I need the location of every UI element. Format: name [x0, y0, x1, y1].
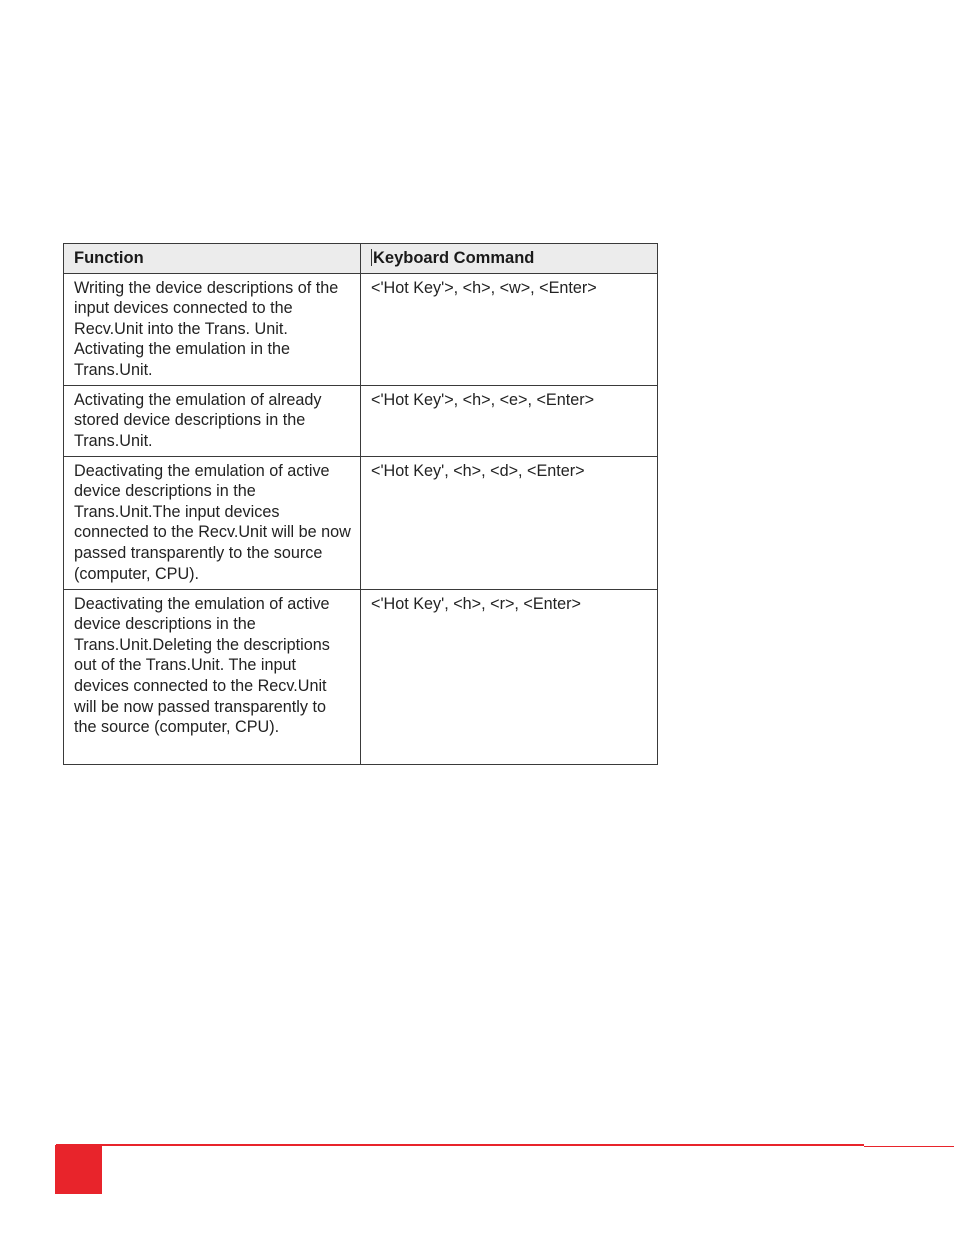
header-keyboard-command [361, 244, 658, 274]
function-cell: Deactivating the emulation of active device descriptions in the Trans.Unit.Deleting the descriptions out of the Trans.Unit. The input devices connected to the Recv.Unit will be now passed transparently to the source (computer, CPU). [64, 589, 361, 764]
table-header-row [64, 244, 658, 274]
function-cell: Deactivating the emulation of active device descriptions in the Trans.Unit.The input devices connected to the Recv.Unit will be now passed transparently to the source (computer, CPU). [64, 456, 361, 589]
table-row [64, 385, 658, 456]
table-row [64, 589, 658, 764]
table-row [64, 456, 658, 589]
command-cell: <'Hot Key', <h>, <r>, <Enter> [361, 589, 658, 764]
footer-brand-block [55, 1145, 102, 1194]
command-cell: <'Hot Key'>, <h>, <w>, <Enter> [361, 273, 658, 385]
header-keyboard-command-label: Keyboard Command [373, 249, 535, 267]
footer-divider-right [864, 1146, 954, 1147]
command-cell: <'Hot Key'>, <h>, <e>, <Enter> [361, 385, 658, 456]
header-function: Function [64, 244, 361, 274]
table-row [64, 273, 658, 385]
command-cell: <'Hot Key', <h>, <d>, <Enter> [361, 456, 658, 589]
footer-divider [56, 1144, 864, 1146]
keyboard-command-table [63, 243, 658, 765]
text-cursor-icon [371, 249, 372, 266]
function-cell: Activating the emulation of already stored device descriptions in the Trans.Unit. [64, 385, 361, 456]
function-cell: Writing the device descriptions of the input devices connected to the Recv.Unit into the Trans. Unit. Activating the emulation in the Trans.Unit. [64, 273, 361, 385]
